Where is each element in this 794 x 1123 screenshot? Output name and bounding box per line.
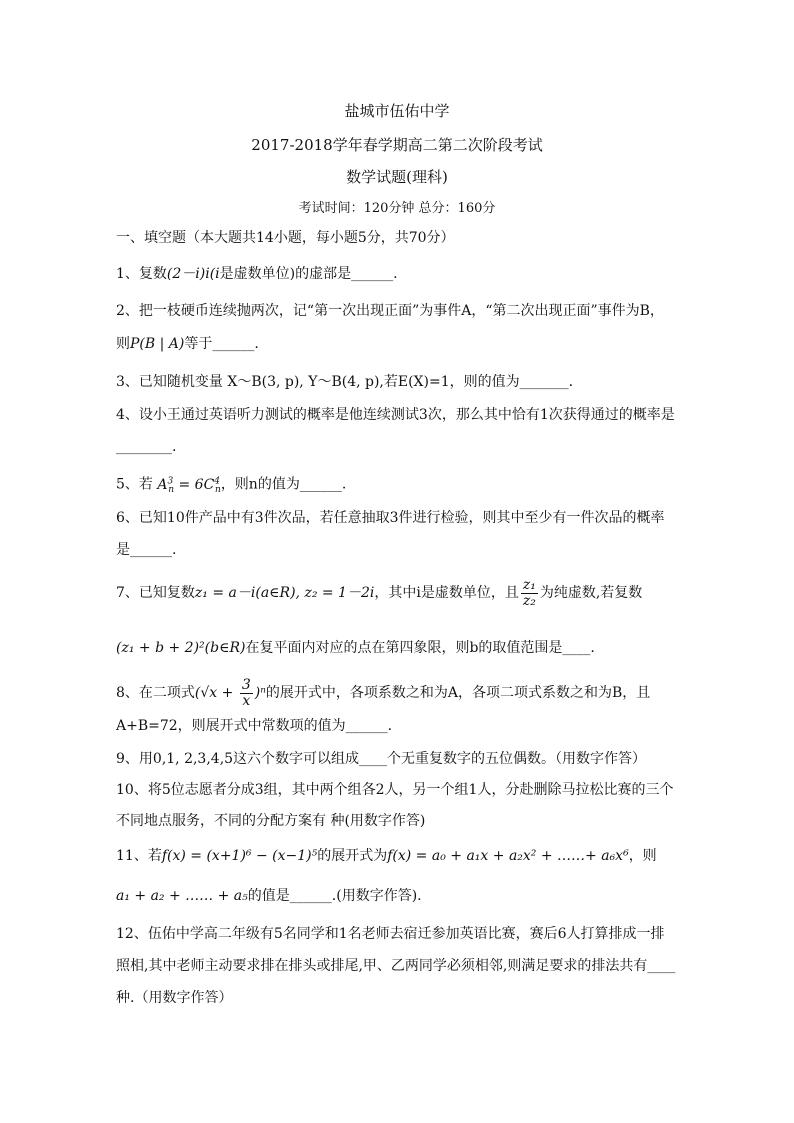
q11-math2: f(x) = a₀ + a₁x + a₂x² + ……+ a₆x⁶	[387, 848, 629, 864]
question-8-line2: A+B=72，则展开式中常数项的值为______.	[116, 718, 393, 734]
subject-title: 数学试题(理科)	[346, 168, 448, 186]
q7-math: z₁ = a－i(a∈R), z₂ = 1－2i	[194, 585, 375, 601]
q11-text-c: ，则	[628, 848, 657, 864]
question-12-line3: 种.（用数字作答）	[116, 990, 233, 1006]
question-7-line1	[116, 576, 696, 610]
section-heading: 一、填空题（本大题共14小题，每小题5分，共70分）	[116, 230, 455, 246]
q8-math2: )ⁿ	[254, 685, 266, 701]
question-7-line2	[116, 638, 696, 658]
q1-text-b: 是虚数单位)的虚部是______.	[219, 266, 398, 282]
question-10-line1: 10、将5位志愿者分成3组，其中两个组各2人，另一个组1人，分赴删除马拉松比赛的三个	[116, 782, 674, 798]
q8-text-a: 8、在二项式	[116, 685, 195, 701]
question-10-line2: 不同地点服务，不同的分配方案有 种(用数字作答)	[116, 813, 426, 829]
q7-math2: (z₁ + b + 2)²(b∈R)	[116, 640, 246, 656]
question-3: 3、已知随机变量 X～B(3, p), Y～B(4, p),若E(X)=1，则的值为_______.	[116, 374, 574, 390]
q1-text-a: 1、复数	[116, 266, 167, 282]
question-2-line1: 2、把一枝硬币连续抛两次，记“第一次出现正面”为事件A，“第二次出现正面”事件为B，	[116, 303, 664, 319]
question-6-line1: 6、已知10件产品中有3件次品，若任意抽取3件进行检验，则其中至少有一件次品的概率	[116, 510, 665, 526]
q7-text-a: 7、已知复数	[116, 585, 195, 601]
question-12-line1: 12、伍佑中学高二年级有5名同学和1名老师去宿迁参加英语比赛，赛后6人打算排成一排	[116, 926, 665, 942]
school-name: 盐城市伍佑中学	[344, 102, 450, 120]
q1-math: (2－i)i(i	[166, 266, 220, 282]
q11-math: f(x) = (x+1)⁶ − (x−1)⁵	[161, 848, 318, 864]
q8-fraction: $\frac{3}{x}$	[241, 676, 251, 709]
q11-text-a: 11、若	[116, 848, 162, 864]
question-1	[116, 264, 696, 284]
q11-text-d: 的值是______.(用数字作答).	[247, 888, 422, 904]
question-11-line2	[116, 886, 696, 906]
question-9: 9、用0,1, 2,3,4,5这六个数字可以组成____个无重复数字的五位偶数。（用数字作答）	[116, 751, 647, 767]
q11-text-b: 的展开式为	[317, 848, 388, 864]
q8-text-b: 的展开式中，各项系数之和为A，各项二项式系数之和为B，且	[265, 685, 651, 701]
q7-text-d: 在复平面内对应的点在第四象限，则b的取值范围是____.	[245, 640, 595, 656]
q5-text-a: 5、若	[116, 476, 153, 493]
question-2-line2	[116, 334, 696, 354]
question-4-line1: 4、设小王通过英语听力测试的概率是他连续测试3次，那么其中恰有1次获得通过的概率是	[116, 407, 675, 423]
question-6-line2: 是______.	[116, 542, 177, 558]
q7-text-b: ，其中i是虚数单位，且	[374, 585, 519, 601]
q5-text-b: ，则n的值为______.	[220, 476, 347, 493]
q7-text-c: 为纯虚数,若复数	[539, 585, 643, 601]
question-11-line1	[116, 846, 696, 866]
q8-math: (√x +	[194, 685, 238, 701]
q2-math: P(B | A)	[130, 336, 185, 352]
q5-math: $A^3_n = 6C^4_n$	[157, 476, 221, 496]
question-4-line2: ________.	[116, 439, 177, 455]
q2-text-b: 等于______.	[184, 336, 259, 352]
question-5	[116, 471, 696, 500]
q2-text-a: 则	[116, 336, 130, 352]
question-12-line2: 照相,其中老师主动要求排在排头或排尾,甲、乙两同学必须相邻,则满足要求的排法共有____	[116, 958, 676, 974]
q11-math3: a₁ + a₂ + …… + a₅	[116, 888, 248, 904]
question-8-line1	[116, 676, 696, 710]
exam-time-score: 考试时间：120分钟 总分：160分	[298, 201, 496, 216]
q7-fraction: $\frac{\text{z₁}}{\text{z₂}}$	[522, 576, 536, 609]
exam-title: 2017-2018学年春学期高二第二次阶段考试	[251, 136, 543, 154]
